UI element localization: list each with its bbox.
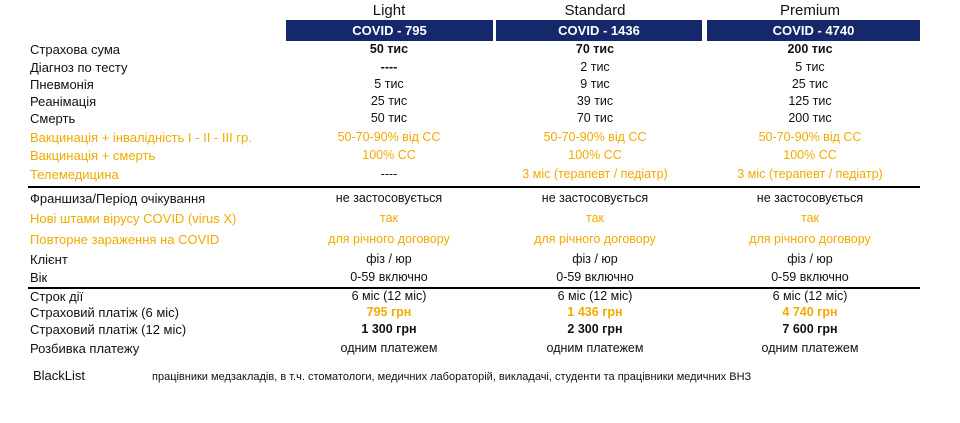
row-label: Строк дії [30, 289, 84, 304]
row-label: Діагноз по тесту [30, 60, 128, 75]
row-label: Страхова сума [30, 42, 121, 57]
cell-premium: 125 тис [788, 94, 832, 108]
cell-standard: 70 тис [575, 42, 615, 56]
row-vaccination-death [28, 148, 920, 166]
row-payment-split [28, 341, 920, 359]
cell-light: так [379, 211, 398, 225]
blacklist-text: працівники медзакладів, в т.ч. стоматологи, медичних лабораторій, викладачі, студенти та працівники медичних ВНЗ [152, 371, 752, 383]
row-test-diagnosis [28, 60, 920, 78]
cell-premium: фіз / юр [787, 252, 833, 266]
row-label: Вік [30, 270, 48, 285]
cell-light: не застосовується [335, 191, 443, 205]
blacklist-label: BlackList [33, 368, 86, 383]
row-label: Розбивка платежу [30, 341, 140, 356]
row-vaccination-disability [28, 130, 920, 148]
plan-name-light: Light [372, 2, 406, 19]
cell-premium: 5 тис [795, 60, 825, 74]
cell-standard: одним платежем [546, 341, 644, 355]
cell-premium: 4 740 грн [782, 305, 838, 319]
cell-premium: 3 міс (терапевт / педіатр) [737, 167, 883, 181]
row-label: Телемедицина [30, 167, 119, 182]
cell-light: 25 тис [370, 94, 408, 108]
cell-premium: 200 тис [788, 111, 832, 125]
cell-standard: 0-59 включно [556, 270, 634, 284]
cell-premium: для річного договору [749, 232, 871, 246]
cell-light: фіз / юр [366, 252, 412, 266]
cell-standard: 2 тис [580, 60, 610, 74]
cell-standard: для річного договору [534, 232, 656, 246]
row-pneumonia [28, 77, 920, 95]
row-sum-insured [28, 42, 920, 60]
cell-standard: 1 436 грн [567, 305, 623, 319]
cell-light: 50 тис [369, 42, 409, 56]
plan-name-premium: Premium [779, 2, 840, 19]
cell-premium: 200 тис [787, 42, 833, 56]
cell-standard: 50-70-90% від СС [543, 130, 647, 144]
cell-light: 50 тис [370, 111, 408, 125]
row-resuscitation [28, 94, 920, 112]
cell-light: 5 тис [374, 77, 404, 91]
cell-standard: 9 тис [580, 77, 610, 91]
row-label: Нові штами вірусу COVID (virus X) [30, 211, 237, 226]
cell-light: 795 грн [366, 305, 412, 319]
row-franchise [28, 191, 920, 209]
row-label: Клієнт [30, 252, 68, 267]
cell-standard: фіз / юр [572, 252, 618, 266]
cell-light: 0-59 включно [350, 270, 428, 284]
plan-code-premium: COVID - 4740 [707, 20, 920, 41]
cell-standard: 6 міс (12 міс) [557, 289, 633, 303]
cell-standard: 2 300 грн [567, 322, 623, 336]
section-divider [28, 186, 920, 188]
plan-name-standard: Standard [564, 2, 626, 19]
row-label: Повторне зараження на COVID [30, 232, 220, 247]
cell-light: для річного договору [328, 232, 450, 246]
row-new-strains [28, 211, 920, 229]
cell-light: 100% СС [362, 148, 416, 162]
row-label: Вакцинація + інвалідність І - ІІ - ІІІ гр. [30, 130, 252, 145]
row-telemedicine [28, 167, 920, 185]
cell-light: ---- [380, 167, 398, 181]
cell-premium: не застосовується [756, 191, 864, 205]
cell-light: 50-70-90% від СС [337, 130, 441, 144]
cell-premium: 25 тис [791, 77, 829, 91]
cell-premium: 6 міс (12 міс) [772, 289, 848, 303]
cell-light: одним платежем [340, 341, 438, 355]
cell-premium: одним платежем [761, 341, 859, 355]
plan-code-standard: COVID - 1436 [496, 20, 702, 41]
row-label: Вакцинація + смерть [30, 148, 156, 163]
row-client [28, 252, 920, 270]
cell-standard: 70 тис [576, 111, 614, 125]
cell-light: 1 300 грн [361, 322, 417, 336]
row-death [28, 111, 920, 129]
row-age [28, 270, 920, 288]
row-premium-12m [28, 322, 920, 340]
plan-code-light: COVID - 795 [286, 20, 493, 41]
row-reinfection [28, 232, 920, 250]
row-premium-6m [28, 305, 920, 323]
row-label: Реанімація [30, 94, 97, 109]
cell-premium: так [800, 211, 819, 225]
row-label: Смерть [30, 111, 76, 126]
row-label: Франшиза/Період очікування [30, 191, 206, 206]
cell-premium: 50-70-90% від СС [758, 130, 862, 144]
cell-light: 6 міс (12 міс) [351, 289, 427, 303]
row-label: Страховий платіж (12 міс) [30, 322, 187, 337]
cell-light: ---- [380, 60, 398, 74]
cell-standard: 3 міс (терапевт / педіатр) [522, 167, 668, 181]
cell-standard: 100% СС [568, 148, 622, 162]
cell-standard: так [585, 211, 604, 225]
cell-premium: 7 600 грн [782, 322, 838, 336]
row-label: Пневмонія [30, 77, 94, 92]
cell-standard: 39 тис [576, 94, 614, 108]
cell-premium: 0-59 включно [771, 270, 849, 284]
row-label: Страховий платіж (6 міс) [30, 305, 179, 320]
cell-standard: не застосовується [541, 191, 649, 205]
cell-premium: 100% СС [783, 148, 837, 162]
